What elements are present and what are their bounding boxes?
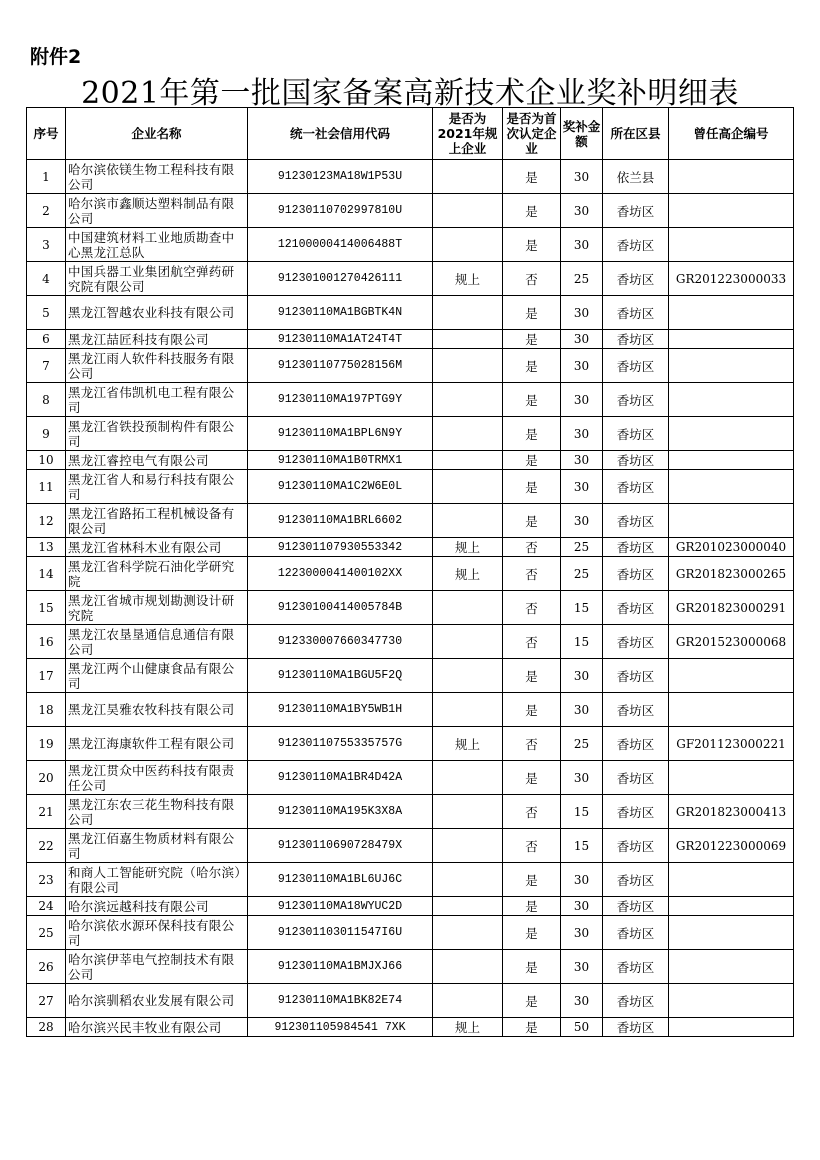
previous-id-cell	[669, 659, 794, 693]
table-row	[27, 916, 794, 950]
first-time-flag-cell: 是	[503, 470, 561, 504]
credit-code-cell: 91230110MA1BR4D42A	[248, 761, 433, 795]
district-cell: 香坊区	[603, 349, 669, 383]
row-number-cell: 26	[27, 950, 66, 984]
district-cell: 香坊区	[603, 829, 669, 863]
credit-code-cell: 91230123MA18W1P53U	[248, 160, 433, 194]
company-name-cell: 黑龙江喆匠科技有限公司	[66, 330, 248, 349]
previous-id-cell	[669, 194, 794, 228]
previous-id-cell	[669, 916, 794, 950]
subsidy-amount-cell: 15	[561, 795, 603, 829]
scale-flag-cell	[433, 330, 503, 349]
row-number-cell: 14	[27, 557, 66, 591]
scale-flag-cell	[433, 984, 503, 1018]
credit-code-cell: 91230110MA197PTG9Y	[248, 383, 433, 417]
table-row	[27, 659, 794, 693]
credit-code-cell: 91230110MA1BY5WB1H	[248, 693, 433, 727]
table-row	[27, 829, 794, 863]
subsidy-amount-cell: 30	[561, 296, 603, 330]
company-name-cell: 黑龙江省铁投预制构件有限公司	[66, 417, 248, 451]
company-name-cell: 和商人工智能研究院（哈尔滨）有限公司	[66, 863, 248, 897]
row-number-cell: 18	[27, 693, 66, 727]
district-cell: 香坊区	[603, 1018, 669, 1037]
row-number-cell: 27	[27, 984, 66, 1018]
table-row	[27, 984, 794, 1018]
company-name-cell: 哈尔滨市鑫顺达塑料制品有限公司	[66, 194, 248, 228]
scale-flag-cell	[433, 451, 503, 470]
row-number-cell: 2	[27, 194, 66, 228]
row-number-cell: 11	[27, 470, 66, 504]
header-amount: 奖补金额	[561, 108, 603, 160]
table-row	[27, 194, 794, 228]
first-time-flag-cell: 是	[503, 761, 561, 795]
first-time-flag-cell: 是	[503, 504, 561, 538]
credit-code-cell: 91230110MA1BGBTK4N	[248, 296, 433, 330]
scale-flag-cell	[433, 228, 503, 262]
previous-id-cell	[669, 451, 794, 470]
previous-id-cell: GR201823000413	[669, 795, 794, 829]
table-row	[27, 693, 794, 727]
scale-flag-cell	[433, 795, 503, 829]
first-time-flag-cell: 是	[503, 1018, 561, 1037]
company-name-cell: 黑龙江睿控电气有限公司	[66, 451, 248, 470]
subsidy-amount-cell: 15	[561, 625, 603, 659]
first-time-flag-cell: 是	[503, 383, 561, 417]
district-cell: 香坊区	[603, 625, 669, 659]
credit-code-cell: 91230110690728479X	[248, 829, 433, 863]
subsidy-amount-cell: 30	[561, 916, 603, 950]
header-company-name: 企业名称	[66, 108, 248, 160]
row-number-cell: 4	[27, 262, 66, 296]
row-number-cell: 25	[27, 916, 66, 950]
district-cell: 香坊区	[603, 984, 669, 1018]
scale-flag-cell	[433, 591, 503, 625]
company-name-cell: 黑龙江省林科木业有限公司	[66, 538, 248, 557]
table-row	[27, 417, 794, 451]
district-cell: 香坊区	[603, 761, 669, 795]
subsidy-amount-cell: 30	[561, 349, 603, 383]
first-time-flag-cell: 是	[503, 349, 561, 383]
row-number-cell: 10	[27, 451, 66, 470]
first-time-flag-cell: 否	[503, 795, 561, 829]
company-name-cell: 黑龙江省伟凯机电工程有限公司	[66, 383, 248, 417]
row-number-cell: 20	[27, 761, 66, 795]
district-cell: 香坊区	[603, 296, 669, 330]
subsidy-amount-cell: 30	[561, 863, 603, 897]
previous-id-cell: GR201823000291	[669, 591, 794, 625]
company-name-cell: 黑龙江省科学院石油化学研究院	[66, 557, 248, 591]
row-number-cell: 24	[27, 897, 66, 916]
previous-id-cell	[669, 349, 794, 383]
table-row	[27, 330, 794, 349]
previous-id-cell	[669, 761, 794, 795]
company-name-cell: 黑龙江农垦垦通信息通信有限公司	[66, 625, 248, 659]
row-number-cell: 6	[27, 330, 66, 349]
table-row	[27, 863, 794, 897]
header-previous-id: 曾任高企编号	[669, 108, 794, 160]
credit-code-cell: 12100000414006488T	[248, 228, 433, 262]
previous-id-cell: GR201223000069	[669, 829, 794, 863]
previous-id-cell	[669, 417, 794, 451]
district-cell: 香坊区	[603, 863, 669, 897]
first-time-flag-cell: 否	[503, 625, 561, 659]
table-row	[27, 897, 794, 916]
header-first-time: 是否为首次认定企业	[503, 108, 561, 160]
first-time-flag-cell: 是	[503, 984, 561, 1018]
subsidy-amount-cell: 30	[561, 504, 603, 538]
subsidy-amount-cell: 15	[561, 829, 603, 863]
first-time-flag-cell: 是	[503, 194, 561, 228]
scale-flag-cell: 规上	[433, 262, 503, 296]
table-row	[27, 470, 794, 504]
table-row	[27, 795, 794, 829]
scale-flag-cell	[433, 383, 503, 417]
credit-code-cell: 912301107930553342	[248, 538, 433, 557]
subsidy-amount-cell: 30	[561, 897, 603, 916]
header-row	[27, 108, 794, 160]
district-cell: 香坊区	[603, 228, 669, 262]
scale-flag-cell: 规上	[433, 1018, 503, 1037]
previous-id-cell	[669, 330, 794, 349]
company-name-cell: 黑龙江海康软件工程有限公司	[66, 727, 248, 761]
first-time-flag-cell: 是	[503, 863, 561, 897]
company-name-cell: 哈尔滨依镁生物工程科技有限公司	[66, 160, 248, 194]
previous-id-cell	[669, 693, 794, 727]
subsidy-amount-cell: 15	[561, 591, 603, 625]
table-row	[27, 538, 794, 557]
table-row	[27, 591, 794, 625]
first-time-flag-cell: 是	[503, 417, 561, 451]
company-name-cell: 黑龙江昊雅农牧科技有限公司	[66, 693, 248, 727]
scale-flag-cell	[433, 916, 503, 950]
document-title: 2021年第一批国家备案高新技术企业奖补明细表	[81, 76, 739, 111]
scale-flag-cell	[433, 761, 503, 795]
company-name-cell: 黑龙江东农三花生物科技有限公司	[66, 795, 248, 829]
district-cell: 香坊区	[603, 795, 669, 829]
row-number-cell: 28	[27, 1018, 66, 1037]
table-row	[27, 557, 794, 591]
row-number-cell: 1	[27, 160, 66, 194]
first-time-flag-cell: 是	[503, 693, 561, 727]
subsidy-amount-cell: 30	[561, 160, 603, 194]
scale-flag-cell	[433, 470, 503, 504]
row-number-cell: 23	[27, 863, 66, 897]
previous-id-cell	[669, 228, 794, 262]
first-time-flag-cell: 否	[503, 538, 561, 557]
company-name-cell: 哈尔滨驯稻农业发展有限公司	[66, 984, 248, 1018]
company-name-cell: 中国建筑材料工业地质勘查中心黑龙江总队	[66, 228, 248, 262]
subsidy-amount-cell: 25	[561, 557, 603, 591]
credit-code-cell: 912330007660347730	[248, 625, 433, 659]
district-cell: 香坊区	[603, 383, 669, 417]
scale-flag-cell: 规上	[433, 557, 503, 591]
subsidy-amount-cell: 25	[561, 262, 603, 296]
company-name-cell: 黑龙江省人和易行科技有限公司	[66, 470, 248, 504]
table-row	[27, 228, 794, 262]
credit-code-cell: 912301103011547I6U	[248, 916, 433, 950]
table-row	[27, 727, 794, 761]
subsidy-amount-cell: 30	[561, 194, 603, 228]
district-cell: 香坊区	[603, 916, 669, 950]
first-time-flag-cell: 是	[503, 451, 561, 470]
subsidy-amount-cell: 30	[561, 693, 603, 727]
district-cell: 香坊区	[603, 194, 669, 228]
row-number-cell: 5	[27, 296, 66, 330]
header-district: 所在区县	[603, 108, 669, 160]
table-row	[27, 262, 794, 296]
subsidy-amount-cell: 30	[561, 383, 603, 417]
table-row	[27, 625, 794, 659]
company-name-cell: 黑龙江智越农业科技有限公司	[66, 296, 248, 330]
credit-code-cell: 912301105984541 7XK	[248, 1018, 433, 1037]
credit-code-cell: 91230110755335757G	[248, 727, 433, 761]
previous-id-cell: GR201823000265	[669, 557, 794, 591]
first-time-flag-cell: 是	[503, 897, 561, 916]
district-cell: 香坊区	[603, 727, 669, 761]
first-time-flag-cell: 否	[503, 591, 561, 625]
company-name-cell: 哈尔滨依水源环保科技有限公司	[66, 916, 248, 950]
previous-id-cell	[669, 160, 794, 194]
district-cell: 香坊区	[603, 262, 669, 296]
row-number-cell: 7	[27, 349, 66, 383]
attachment-label: 附件2	[30, 46, 82, 68]
previous-id-cell: GF201123000221	[669, 727, 794, 761]
credit-code-cell: 91230110MA1BGU5F2Q	[248, 659, 433, 693]
scale-flag-cell	[433, 829, 503, 863]
previous-id-cell	[669, 984, 794, 1018]
subsidy-amount-cell: 30	[561, 761, 603, 795]
credit-code-cell: 91230110MA1C2W6E0L	[248, 470, 433, 504]
credit-code-cell: 91230110MA1AT24T4T	[248, 330, 433, 349]
district-cell: 香坊区	[603, 417, 669, 451]
scale-flag-cell	[433, 659, 503, 693]
subsidy-amount-cell: 25	[561, 538, 603, 557]
previous-id-cell: GR201023000040	[669, 538, 794, 557]
district-cell: 香坊区	[603, 330, 669, 349]
row-number-cell: 3	[27, 228, 66, 262]
subsidy-amount-cell: 30	[561, 417, 603, 451]
first-time-flag-cell: 是	[503, 160, 561, 194]
previous-id-cell	[669, 470, 794, 504]
header-no: 序号	[27, 108, 66, 160]
district-cell: 依兰县	[603, 160, 669, 194]
scale-flag-cell	[433, 863, 503, 897]
credit-code-cell: 1223000041400102XX	[248, 557, 433, 591]
district-cell: 香坊区	[603, 538, 669, 557]
subsidy-amount-cell: 30	[561, 330, 603, 349]
scale-flag-cell: 规上	[433, 538, 503, 557]
subsidy-amount-cell: 30	[561, 659, 603, 693]
credit-code-cell: 91230110MA1BL6UJ6C	[248, 863, 433, 897]
subsidy-amount-cell: 25	[561, 727, 603, 761]
previous-id-cell	[669, 383, 794, 417]
row-number-cell: 15	[27, 591, 66, 625]
previous-id-cell	[669, 863, 794, 897]
subsidy-amount-cell: 50	[561, 1018, 603, 1037]
scale-flag-cell	[433, 625, 503, 659]
scale-flag-cell	[433, 693, 503, 727]
district-cell: 香坊区	[603, 470, 669, 504]
table-row	[27, 1018, 794, 1037]
credit-code-cell: 91230110MA195K3X8A	[248, 795, 433, 829]
company-name-cell: 黑龙江两个山健康食品有限公司	[66, 659, 248, 693]
table-row	[27, 761, 794, 795]
district-cell: 香坊区	[603, 504, 669, 538]
first-time-flag-cell: 是	[503, 916, 561, 950]
table-row	[27, 950, 794, 984]
credit-code-cell: 91230110775028156M	[248, 349, 433, 383]
previous-id-cell	[669, 296, 794, 330]
row-number-cell: 22	[27, 829, 66, 863]
row-number-cell: 21	[27, 795, 66, 829]
company-name-cell: 哈尔滨伊莘电气控制技术有限公司	[66, 950, 248, 984]
subsidy-amount-cell: 30	[561, 451, 603, 470]
company-name-cell: 黑龙江贯众中医药科技有限责任公司	[66, 761, 248, 795]
scale-flag-cell	[433, 160, 503, 194]
company-name-cell: 哈尔滨兴民丰牧业有限公司	[66, 1018, 248, 1037]
row-number-cell: 16	[27, 625, 66, 659]
subsidy-amount-cell: 30	[561, 470, 603, 504]
first-time-flag-cell: 否	[503, 262, 561, 296]
table-row	[27, 383, 794, 417]
table-row	[27, 296, 794, 330]
company-name-cell: 黑龙江省路拓工程机械设备有限公司	[66, 504, 248, 538]
credit-code-cell: 91230110MA1BPL6N9Y	[248, 417, 433, 451]
previous-id-cell	[669, 897, 794, 916]
credit-code-cell: 91230110702997810U	[248, 194, 433, 228]
scale-flag-cell	[433, 950, 503, 984]
scale-flag-cell	[433, 296, 503, 330]
previous-id-cell	[669, 950, 794, 984]
subsidy-amount-cell: 30	[561, 984, 603, 1018]
district-cell: 香坊区	[603, 950, 669, 984]
credit-code-cell: 91230110MA18WYUC2D	[248, 897, 433, 916]
table-row	[27, 349, 794, 383]
credit-code-cell: 912301001270426111	[248, 262, 433, 296]
row-number-cell: 17	[27, 659, 66, 693]
subsidy-amount-cell: 30	[561, 950, 603, 984]
first-time-flag-cell: 否	[503, 829, 561, 863]
row-number-cell: 8	[27, 383, 66, 417]
company-name-cell: 黑龙江雨人软件科技服务有限公司	[66, 349, 248, 383]
previous-id-cell: GR201223000033	[669, 262, 794, 296]
company-name-cell: 黑龙江佰嘉生物质材料有限公司	[66, 829, 248, 863]
row-number-cell: 13	[27, 538, 66, 557]
company-name-cell: 哈尔滨远越科技有限公司	[66, 897, 248, 916]
previous-id-cell	[669, 504, 794, 538]
company-name-cell: 黑龙江省城市规划勘测设计研究院	[66, 591, 248, 625]
first-time-flag-cell: 是	[503, 659, 561, 693]
table-row	[27, 160, 794, 194]
header-credit-code: 统一社会信用代码	[248, 108, 433, 160]
first-time-flag-cell: 是	[503, 950, 561, 984]
first-time-flag-cell: 否	[503, 727, 561, 761]
district-cell: 香坊区	[603, 451, 669, 470]
first-time-flag-cell: 是	[503, 296, 561, 330]
credit-code-cell: 91230110MA1BMJXJ66	[248, 950, 433, 984]
scale-flag-cell	[433, 194, 503, 228]
first-time-flag-cell: 否	[503, 557, 561, 591]
subsidy-amount-cell: 30	[561, 228, 603, 262]
credit-code-cell: 91230110MA1BK82E74	[248, 984, 433, 1018]
district-cell: 香坊区	[603, 693, 669, 727]
credit-code-cell: 91230100414005784B	[248, 591, 433, 625]
scale-flag-cell	[433, 504, 503, 538]
scale-flag-cell	[433, 349, 503, 383]
district-cell: 香坊区	[603, 659, 669, 693]
district-cell: 香坊区	[603, 557, 669, 591]
district-cell: 香坊区	[603, 897, 669, 916]
credit-code-cell: 91230110MA1B0TRMX1	[248, 451, 433, 470]
row-number-cell: 9	[27, 417, 66, 451]
district-cell: 香坊区	[603, 591, 669, 625]
previous-id-cell	[669, 1018, 794, 1037]
first-time-flag-cell: 是	[503, 330, 561, 349]
scale-flag-cell	[433, 897, 503, 916]
table-row	[27, 504, 794, 538]
subsidy-table	[26, 107, 794, 1037]
row-number-cell: 12	[27, 504, 66, 538]
table-row	[27, 451, 794, 470]
previous-id-cell: GR201523000068	[669, 625, 794, 659]
header-scale: 是否为2021年规上企业	[433, 108, 503, 160]
scale-flag-cell	[433, 417, 503, 451]
credit-code-cell: 91230110MA1BRL6602	[248, 504, 433, 538]
first-time-flag-cell: 是	[503, 228, 561, 262]
company-name-cell: 中国兵器工业集团航空弹药研究院有限公司	[66, 262, 248, 296]
row-number-cell: 19	[27, 727, 66, 761]
scale-flag-cell: 规上	[433, 727, 503, 761]
